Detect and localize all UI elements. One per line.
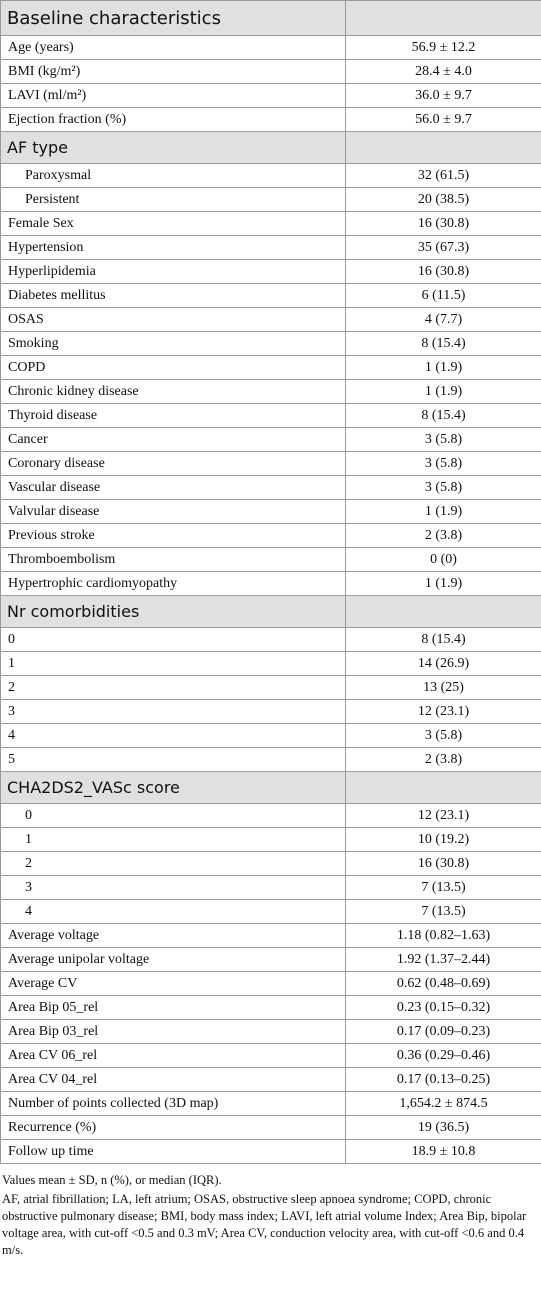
table-row (1, 476, 541, 500)
table-row (1, 628, 541, 652)
section-header-row (1, 596, 541, 628)
table-row (1, 380, 541, 404)
table-row (1, 948, 541, 972)
table-row (1, 260, 541, 284)
row-label: Hypertrophic cardiomyopathy (1, 572, 346, 596)
row-label: Recurrence (%) (1, 1116, 346, 1140)
footnote-values: Values mean ± SD, n (%), or median (IQR). (2, 1173, 222, 1187)
section-header-empty-cell (346, 596, 541, 628)
table-body (1, 1, 541, 1164)
row-label: Previous stroke (1, 524, 346, 548)
row-value: 0.62 (0.48–0.69) (346, 972, 541, 996)
row-value: 0 (0) (346, 548, 541, 572)
row-label: Ejection fraction (%) (1, 108, 346, 132)
table-row (1, 60, 541, 84)
table-row (1, 212, 541, 236)
row-label: Chronic kidney disease (1, 380, 346, 404)
row-value: 36.0 ± 9.7 (346, 84, 541, 108)
row-label: 2 (1, 852, 346, 876)
table-row (1, 404, 541, 428)
row-label: Average unipolar voltage (1, 948, 346, 972)
row-value: 12 (23.1) (346, 804, 541, 828)
row-value: 1 (1.9) (346, 572, 541, 596)
row-label: Thromboembolism (1, 548, 346, 572)
row-value: 6 (11.5) (346, 284, 541, 308)
row-label: LAVI (ml/m²) (1, 84, 346, 108)
table-row (1, 1068, 541, 1092)
table-row (1, 84, 541, 108)
row-value: 1.92 (1.37–2.44) (346, 948, 541, 972)
table-row (1, 972, 541, 996)
row-label: 0 (1, 628, 346, 652)
table-row (1, 332, 541, 356)
row-value: 16 (30.8) (346, 212, 541, 236)
row-value: 3 (5.8) (346, 476, 541, 500)
row-value: 8 (15.4) (346, 404, 541, 428)
row-value: 56.9 ± 12.2 (346, 36, 541, 60)
table-row (1, 1140, 541, 1164)
row-value: 12 (23.1) (346, 700, 541, 724)
row-label: Persistent (1, 188, 346, 212)
section-header-empty-cell (346, 132, 541, 164)
table-title-row (1, 1, 541, 36)
table-row (1, 548, 541, 572)
row-label: Age (years) (1, 36, 346, 60)
row-value: 7 (13.5) (346, 876, 541, 900)
table-row (1, 924, 541, 948)
row-label: 0 (1, 804, 346, 828)
row-label: Follow up time (1, 1140, 346, 1164)
row-label: OSAS (1, 308, 346, 332)
row-label: Area CV 04_rel (1, 1068, 346, 1092)
table-row (1, 828, 541, 852)
row-value: 1,654.2 ± 874.5 (346, 1092, 541, 1116)
table-row (1, 876, 541, 900)
row-label: Paroxysmal (1, 164, 346, 188)
row-label: Area Bip 03_rel (1, 1020, 346, 1044)
row-value: 28.4 ± 4.0 (346, 60, 541, 84)
row-value: 16 (30.8) (346, 260, 541, 284)
row-label: Number of points collected (3D map) (1, 1092, 346, 1116)
table-row (1, 1044, 541, 1068)
section-header-label: CHA2DS2_VASc score (1, 772, 346, 804)
section-header-empty-cell (346, 772, 541, 804)
table-row (1, 700, 541, 724)
row-label: Area CV 06_rel (1, 1044, 346, 1068)
row-value: 1 (1.9) (346, 500, 541, 524)
row-label: 1 (1, 828, 346, 852)
table-row (1, 804, 541, 828)
footnote-abbreviations: AF, atrial fibrillation; LA, left atrium; OSAS, obstructive sleep apnoea syndrome; COPD, chronic obstructive pulmonary disease; BMI, body mass index; LAVI, left atrial volume Index; Area Bip, bipolar voltage area, with cut-off <0.5 and 0.3 mV; Area CV, conduction velocity area, with cut-off <0.6 and 0.4 m/s. (2, 1192, 527, 1257)
row-label: 5 (1, 748, 346, 772)
row-label: BMI (kg/m²) (1, 60, 346, 84)
row-label: Coronary disease (1, 452, 346, 476)
row-label: 2 (1, 676, 346, 700)
table-title: Baseline characteristics (1, 1, 346, 36)
section-header-row (1, 772, 541, 804)
row-label: 3 (1, 876, 346, 900)
row-label: COPD (1, 356, 346, 380)
row-value: 0.36 (0.29–0.46) (346, 1044, 541, 1068)
row-label: Area Bip 05_rel (1, 996, 346, 1020)
row-label: 4 (1, 900, 346, 924)
table-row (1, 676, 541, 700)
table-title-empty-cell (346, 1, 541, 36)
row-label: Average voltage (1, 924, 346, 948)
row-value: 19 (36.5) (346, 1116, 541, 1140)
row-label: Cancer (1, 428, 346, 452)
row-label: Vascular disease (1, 476, 346, 500)
row-label: Valvular disease (1, 500, 346, 524)
row-label: Average CV (1, 972, 346, 996)
section-header-label: AF type (1, 132, 346, 164)
table-row (1, 452, 541, 476)
row-value: 18.9 ± 10.8 (346, 1140, 541, 1164)
table-row (1, 1020, 541, 1044)
table-row (1, 284, 541, 308)
table-row (1, 748, 541, 772)
row-label: 4 (1, 724, 346, 748)
table-row (1, 996, 541, 1020)
table-row (1, 724, 541, 748)
row-value: 0.23 (0.15–0.32) (346, 996, 541, 1020)
row-value: 8 (15.4) (346, 332, 541, 356)
table-row (1, 428, 541, 452)
row-value: 20 (38.5) (346, 188, 541, 212)
row-label: 1 (1, 652, 346, 676)
table-row (1, 500, 541, 524)
row-value: 4 (7.7) (346, 308, 541, 332)
row-value: 8 (15.4) (346, 628, 541, 652)
section-header-label: Nr comorbidities (1, 596, 346, 628)
table-row (1, 572, 541, 596)
section-header-row (1, 132, 541, 164)
table-row (1, 652, 541, 676)
table-row (1, 188, 541, 212)
row-value: 13 (25) (346, 676, 541, 700)
table-row (1, 108, 541, 132)
row-value: 1 (1.9) (346, 380, 541, 404)
row-value: 2 (3.8) (346, 748, 541, 772)
row-value: 2 (3.8) (346, 524, 541, 548)
table-footnotes (0, 1172, 541, 1259)
row-label: Female Sex (1, 212, 346, 236)
row-value: 16 (30.8) (346, 852, 541, 876)
table-row (1, 36, 541, 60)
row-value: 7 (13.5) (346, 900, 541, 924)
row-value: 0.17 (0.09–0.23) (346, 1020, 541, 1044)
row-value: 3 (5.8) (346, 428, 541, 452)
row-value: 14 (26.9) (346, 652, 541, 676)
table-row (1, 852, 541, 876)
table-row (1, 1092, 541, 1116)
row-label: Hyperlipidemia (1, 260, 346, 284)
row-value: 0.17 (0.13–0.25) (346, 1068, 541, 1092)
row-label: Diabetes mellitus (1, 284, 346, 308)
table-row (1, 900, 541, 924)
table-row (1, 164, 541, 188)
row-value: 1.18 (0.82–1.63) (346, 924, 541, 948)
row-value: 10 (19.2) (346, 828, 541, 852)
row-value: 35 (67.3) (346, 236, 541, 260)
row-label: 3 (1, 700, 346, 724)
table-row (1, 356, 541, 380)
row-value: 1 (1.9) (346, 356, 541, 380)
row-label: Hypertension (1, 236, 346, 260)
row-label: Smoking (1, 332, 346, 356)
row-value: 32 (61.5) (346, 164, 541, 188)
table-row (1, 524, 541, 548)
row-value: 3 (5.8) (346, 452, 541, 476)
table-row (1, 1116, 541, 1140)
table-row (1, 308, 541, 332)
row-value: 3 (5.8) (346, 724, 541, 748)
row-value: 56.0 ± 9.7 (346, 108, 541, 132)
table-row (1, 236, 541, 260)
row-label: Thyroid disease (1, 404, 346, 428)
